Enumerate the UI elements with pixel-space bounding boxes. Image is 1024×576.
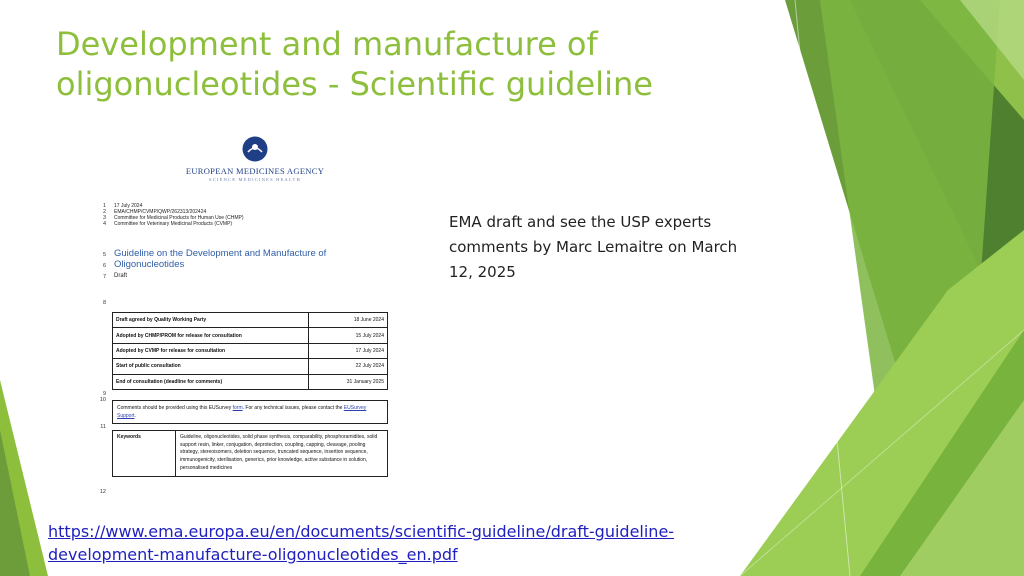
eusurvey-support-link[interactable]: EUSurvey Support bbox=[117, 405, 367, 419]
ema-logo-icon bbox=[242, 136, 268, 162]
consultation-dates-table bbox=[112, 312, 388, 390]
line-number: 9 bbox=[102, 391, 106, 397]
ema-logo bbox=[180, 132, 330, 186]
table-row bbox=[113, 313, 388, 328]
committee-chmp: Committee for Medicinal Products for Human Use (CHMP) bbox=[114, 215, 244, 221]
table-row bbox=[113, 343, 388, 358]
keywords-table bbox=[112, 430, 388, 477]
slide-notes bbox=[449, 210, 779, 285]
eusurvey-form-link[interactable]: form bbox=[232, 405, 243, 411]
keywords-label: Keywords bbox=[113, 431, 176, 477]
link-line: https://www.ema.europa.eu/en/documents/scientific-guideline/draft-guideline- bbox=[48, 522, 675, 541]
milestone-label: Draft agreed by Quality Working Party bbox=[113, 313, 309, 328]
guideline-title bbox=[114, 248, 394, 270]
comments-instructions bbox=[112, 400, 388, 424]
draft-status: Draft bbox=[114, 273, 128, 279]
line-number: 12 bbox=[99, 489, 106, 495]
logo-name: EUROPEAN MEDICINES AGENCY bbox=[185, 166, 325, 176]
notes-line: EMA draft and see the USP experts bbox=[449, 213, 712, 231]
guideline-title-line: Guideline on the Development and Manufacture of bbox=[114, 248, 327, 259]
milestone-label: Start of public consultation bbox=[113, 359, 309, 374]
milestone-date: 17 July 2024 bbox=[309, 343, 388, 358]
document-date: 17 July 2024 bbox=[114, 203, 143, 209]
line-number: 2 bbox=[102, 209, 106, 215]
milestone-date: 18 June 2024 bbox=[309, 313, 388, 328]
table-row bbox=[113, 359, 388, 374]
slide-title-line: oligonucleotides - Scientific guideline bbox=[56, 65, 653, 103]
notes-line: comments by Marc Lemaitre on March bbox=[449, 238, 738, 256]
document-thumbnail bbox=[90, 132, 400, 494]
milestone-date: 22 July 2024 bbox=[309, 359, 388, 374]
comments-text: . bbox=[134, 413, 136, 419]
line-number: 4 bbox=[102, 221, 106, 227]
line-number: 8 bbox=[102, 300, 106, 306]
guideline-pdf-link[interactable] bbox=[48, 520, 768, 566]
committee-cvmp: Committee for Veterinary Medicinal Products (CVMP) bbox=[114, 221, 233, 227]
table-row bbox=[113, 328, 388, 343]
milestone-date: 31 January 2025 bbox=[309, 374, 388, 389]
logo-tagline: SCIENCE MEDICINES HEALTH bbox=[209, 177, 301, 182]
comments-text: Comments should be provided using this EUSurvey bbox=[117, 405, 233, 411]
line-number: 3 bbox=[102, 215, 106, 221]
milestone-label: End of consultation (deadline for comments) bbox=[113, 374, 309, 389]
milestone-label: Adopted by CHMP/PROM for release for consultation bbox=[113, 328, 309, 343]
link-line: development-manufacture-oligonucleotides_en.pdf bbox=[48, 545, 458, 564]
line-number: 5 bbox=[102, 252, 106, 258]
line-number: 7 bbox=[102, 274, 106, 280]
line-number: 6 bbox=[102, 263, 106, 269]
table-row bbox=[113, 431, 388, 477]
table-row bbox=[113, 374, 388, 389]
keywords-value: Guideline, oligonucleotides, solid phase synthesis, comparability, phosphoramidites, solid support resin, linker, conjugation, deprotection, coupling, capping, cleavage, pooling strategy, stereoisomers, deletion sequence, truncated sequence, insertion sequence, immunogenicity, sterilisation, generics, prior knowledge, active substance in solution, personalised medicines bbox=[176, 431, 388, 477]
slide-title-line: Development and manufacture of bbox=[56, 25, 598, 63]
line-number: 1 bbox=[102, 203, 106, 209]
milestone-date: 15 July 2024 bbox=[309, 328, 388, 343]
document-reference: EMA/CHMP/CVMP/QWP/262313/202424 bbox=[114, 209, 207, 215]
notes-line: 12, 2025 bbox=[449, 263, 516, 281]
milestone-label: Adopted by CVMP for release for consultation bbox=[113, 343, 309, 358]
slide-title bbox=[56, 24, 776, 104]
line-number: 10 bbox=[99, 397, 106, 403]
guideline-title-line: Oligonucleotides bbox=[114, 259, 185, 270]
comments-text: . For any technical issues, please contact the bbox=[242, 405, 344, 411]
line-number: 11 bbox=[100, 424, 106, 430]
